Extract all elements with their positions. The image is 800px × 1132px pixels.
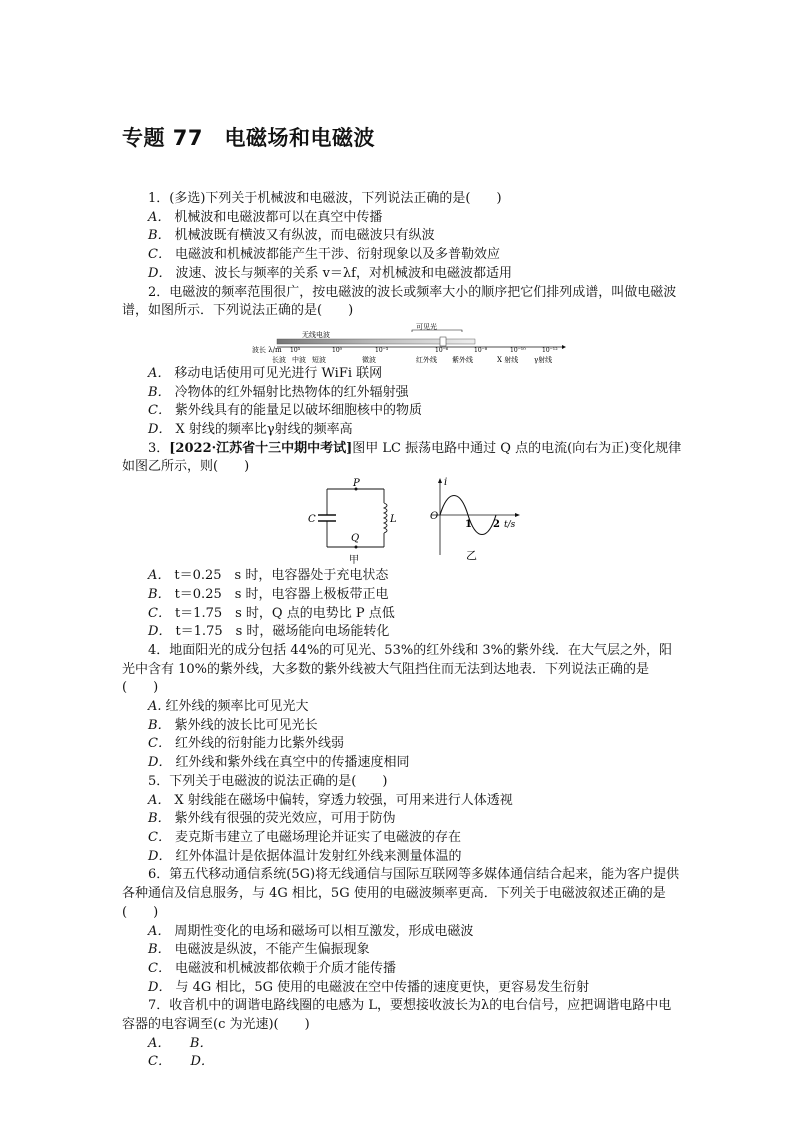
option-text: t＝1.75 s 时，磁场能向电场能转化	[175, 624, 390, 640]
option-d	[148, 754, 682, 773]
option-d	[148, 265, 682, 284]
question-stem	[122, 440, 682, 477]
option-c	[148, 605, 682, 624]
axis-arrow	[562, 345, 566, 349]
option-d	[148, 623, 682, 642]
question-stem: 7．收音机中的调谐电路线圈的电感为 L，要想接收波长为λ的电台信号，应把调谐电路中电容器的电容调至(c 为光速)( )	[122, 998, 672, 1033]
option-label: A．	[148, 365, 171, 381]
option-text: 电磁波是纵波，不能产生偏振现象	[174, 942, 370, 958]
option-text: 红外线和紫外线在真空中的传播速度相同	[175, 755, 410, 771]
option-text: 移动电话使用可见光进行 WiFi 联网	[174, 365, 383, 381]
band-label: 中波	[292, 355, 306, 364]
lc-circuit-figure	[122, 477, 682, 567]
option-label: D．	[148, 624, 172, 640]
option-label: C．	[148, 403, 171, 419]
option-text: 紫外线有很强的荧光效应，可用于防伪	[174, 811, 396, 827]
option-label: A.	[148, 699, 162, 715]
inductor-coil	[384, 503, 387, 533]
option-d	[148, 421, 682, 440]
question-2	[122, 284, 682, 440]
option-c	[148, 246, 682, 265]
band-label: 紫外线	[452, 355, 473, 364]
band-label: 长波	[272, 355, 286, 364]
option-a	[148, 365, 682, 384]
option-label: D．	[148, 979, 172, 995]
option-b	[148, 717, 682, 736]
option-a	[148, 792, 682, 811]
option-text: 紫外线的波长比可见光长	[174, 717, 318, 733]
current-time-graph	[430, 477, 520, 562]
option-d	[148, 979, 682, 998]
question-7	[122, 997, 682, 1072]
band-label: 短波	[312, 355, 326, 364]
option-label: A．	[148, 923, 171, 939]
t-axis-label: t/s	[504, 520, 516, 531]
option-text: X 射线的频率比γ射线的频率高	[175, 422, 353, 438]
lc-circuit	[308, 478, 397, 566]
option-text: 红外线的频率比可见光大	[165, 699, 309, 715]
option-label: D．	[148, 265, 172, 281]
option-b	[148, 384, 682, 403]
option-text: t＝0.25 s 时，电容器处于充电状态	[174, 568, 389, 584]
tick-label: 10⁻⁸	[474, 346, 488, 354]
option-text: X 射线能在磁场中偏转，穿透力较强，可用来进行人体透视	[174, 792, 513, 808]
option-c	[148, 829, 682, 848]
question-stem: 4．地面阳光的成分包括 44%的可见光、53%的红外线和 3%的紫外线．在大气层之外，阳光中含有 10%的紫外线，大多数的紫外线被大气阻挡住而无法到达地表．下列说法正确的是( )	[122, 642, 672, 696]
tick-1: 1	[465, 519, 472, 531]
question-6	[122, 866, 682, 997]
tick-label: 10³	[290, 346, 301, 354]
option-label: C．	[148, 960, 171, 976]
question-3	[122, 440, 682, 642]
option-label: C．	[148, 829, 171, 845]
options-row-ab: A． B．	[148, 1035, 213, 1051]
option-label: D．	[148, 755, 172, 771]
option-label: B．	[148, 942, 171, 958]
option-text: 电磁波和机械波都能产生干涉、衍射现象以及多普勒效应	[174, 247, 500, 263]
tick-2: 2	[493, 519, 500, 531]
question-source: [2022·江苏省十三中期中考试]	[169, 440, 353, 456]
tick-label: 10⁻³	[375, 346, 389, 354]
option-label: B．	[148, 586, 171, 602]
option-label: C．	[148, 736, 171, 752]
option-label: B．	[148, 811, 171, 827]
visible-band	[440, 337, 446, 346]
lc-circuit-and-current-graph	[122, 477, 682, 567]
option-b	[148, 586, 682, 605]
question-5	[122, 773, 682, 867]
option-a	[148, 567, 682, 586]
page-title: 专题 77 电磁场和电磁波	[122, 126, 376, 150]
option-text: 紫外线具有的能量足以破坏细胞核中的物质	[174, 403, 422, 419]
option-label: A．	[148, 792, 171, 808]
option-label: C．	[148, 605, 171, 621]
option-text: 与 4G 相比，5G 使用的电磁波在空中传播的速度更快，更容易发生衍射	[175, 979, 590, 995]
question-number: 3．	[148, 440, 170, 456]
option-label: B．	[148, 384, 171, 400]
question-stem: 5．下列关于电磁波的说法正确的是( )	[148, 773, 388, 789]
tick-label: 10⁻¹⁰	[510, 346, 526, 354]
wavelength-axis-label: 波长 λ/m	[252, 345, 282, 354]
question-text: 图甲 LC 振荡电路中通过 Q 点的电流(向右为正)变化规律如图乙所示，则( )	[122, 440, 682, 475]
tick-label: 10⁻¹²	[542, 346, 558, 354]
figure-label-yi: 乙	[466, 549, 477, 563]
option-a	[148, 698, 682, 717]
option-c	[148, 735, 682, 754]
visible-bracket	[412, 330, 462, 332]
option-text: 红外线的衍射能力比紫外线弱	[174, 736, 344, 752]
option-label: D．	[148, 848, 172, 864]
option-label: A．	[148, 568, 171, 584]
option-a	[148, 209, 682, 228]
option-c	[148, 402, 682, 421]
band-label: γ射线	[534, 355, 553, 364]
option-text: t＝0.25 s 时，电容器上极板带正电	[174, 586, 389, 602]
label-l: L	[390, 514, 397, 526]
option-label: B．	[148, 717, 171, 733]
band-label: X 射线	[497, 355, 519, 364]
point-q	[355, 546, 358, 549]
label-p: P	[353, 478, 360, 490]
visible-light-label: 可见光	[416, 322, 437, 331]
radio-wave-label: 无线电波	[302, 330, 330, 339]
tick-label: 10⁻⁶	[435, 346, 449, 354]
options-row-cd: C． D．	[148, 1054, 214, 1070]
question-stem: 1．(多选)下列关于机械波和电磁波，下列说法正确的是( )	[148, 191, 502, 206]
question-4	[122, 642, 682, 773]
option-b	[148, 227, 682, 246]
band-label: 红外线	[416, 355, 437, 364]
figure-label-jia: 甲	[349, 555, 359, 567]
option-text: 电磁波和机械波都依赖于介质才能传播	[174, 960, 396, 976]
em-spectrum-figure	[122, 321, 682, 365]
question-stem: 2．电磁波的频率范围很广，按电磁波的波长或频率大小的顺序把它们排列成谱，叫做电磁波谱，如图所示．下列说法正确的是( )	[122, 284, 677, 319]
label-o: O	[430, 511, 439, 523]
option-text: 红外体温计是依据体温计发射红外线来测量体温的	[175, 848, 462, 864]
option-text: 周期性变化的电场和磁场可以相互激发，形成电磁波	[174, 923, 474, 939]
option-text: t＝1.75 s 时，Q 点的电势比 P 点低	[174, 605, 395, 621]
question-stem: 6．第五代移动通信系统(5G)将无线通信与国际互联网等多媒体通信结合起来，能为客户提供各种通信及信息服务，与 4G 相比，5G 使用的电磁波频率更高．下列关于电磁波叙述正确的是( )	[122, 867, 680, 920]
option-label: C．	[148, 247, 171, 263]
tick-label: 10⁰	[332, 346, 343, 354]
band-label: 微波	[362, 355, 376, 364]
option-b	[148, 941, 682, 960]
option-b	[148, 810, 682, 829]
label-q: Q	[351, 533, 360, 545]
option-label: A．	[148, 209, 171, 225]
question-1	[122, 190, 682, 284]
option-text: 波速、波长与频率的关系 v＝λf，对机械波和电磁波都适用	[175, 265, 512, 281]
option-text: 机械波既有横波又有纵波，而电磁波只有纵波	[174, 228, 435, 244]
option-c	[148, 960, 682, 979]
label-c: C	[308, 514, 316, 526]
question-list	[122, 190, 682, 1072]
option-d	[148, 848, 682, 867]
option-a	[148, 923, 682, 942]
option-text: 麦克斯韦建立了电磁场理论并证实了电磁波的存在	[174, 829, 461, 845]
option-label: B．	[148, 228, 171, 244]
label-i: i	[444, 477, 448, 489]
option-text: 机械波和电磁波都可以在真空中传播	[174, 209, 383, 225]
option-label: D．	[148, 422, 172, 438]
option-text: 冷物体的红外辐射比热物体的红外辐射强	[174, 384, 409, 400]
em-spectrum-diagram	[122, 321, 682, 365]
